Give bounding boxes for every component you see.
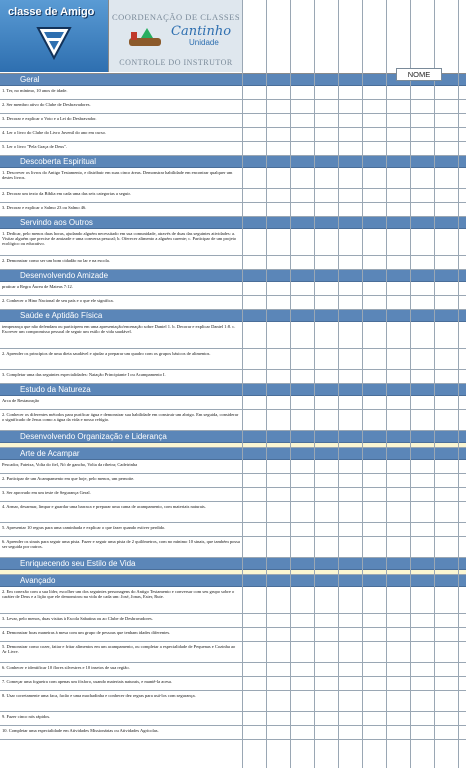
requirement-row — [0, 86, 466, 100]
requirement-text: 10. Completar uma especialidade em Atividades Missionárias ou Atividades Agrícolas. — [2, 728, 159, 733]
section-header — [0, 217, 466, 229]
grid-column-line — [290, 0, 291, 768]
logo-text: classe de Amigo — [8, 6, 95, 18]
requirement-row — [0, 256, 466, 270]
requirement-text: 5. Ler o livro "Pela Graça de Deus". — [2, 144, 68, 149]
class-logo — [0, 0, 108, 72]
requirement-text: 6. Conhecer e identificar 10 flores silvestres e 10 insetos de sua região. — [2, 665, 130, 670]
requirement-row — [0, 677, 466, 691]
section-header — [0, 310, 466, 322]
requirement-row — [0, 114, 466, 128]
name-column-label: NOME — [396, 68, 442, 81]
sheet-header — [0, 0, 466, 74]
cantinho-logo-icon — [125, 26, 165, 52]
section-header — [0, 156, 466, 168]
section-title: Saúde e Aptidão Física — [20, 311, 103, 320]
requirement-text: 4. Armar, desarmar, limpar e guardar uma barraca e preparar uma cama de acampamento, com materiais naturais. — [2, 504, 206, 509]
section-title: Geral — [20, 75, 40, 84]
section-header — [0, 558, 466, 570]
grid-column-line — [362, 0, 363, 768]
requirement-text: 9. Fazer cinco nós rápidos. — [2, 714, 51, 719]
section-header — [0, 270, 466, 282]
requirement-text: 2. Em conexão com a sua líder, escolher um dos seguintes personagens do Antigo Testamento e conversar com seu grupo sobre o caráter de Deus e a lição que ele demonstrou na vida de cada um: José, Jonas, Ester, Rute. — [2, 589, 235, 599]
requirement-row — [0, 502, 466, 523]
requirement-row — [0, 349, 466, 370]
requirement-text: 2. Aprender os princípios de uma dieta saudável e ajudar a preparar um quadro com os grupos básicos de alimentos. — [2, 351, 211, 356]
requirement-text: 3. Completar uma das seguintes especialidades: Natação Principiante I ou Acampamento I. — [2, 372, 166, 377]
pathfinder-emblem-icon — [34, 24, 74, 60]
requirement-row — [0, 628, 466, 642]
requirement-row — [0, 691, 466, 712]
section-title: Servindo aos Outros — [20, 218, 93, 227]
requirement-text: 2. Conhecer o Hino Nacional de seu país e o que ele significa. — [2, 298, 114, 303]
requirement-row — [0, 168, 466, 189]
brand-name: Cantinho — [171, 24, 232, 39]
requirement-text: 3. Ser aprovado em um teste de Segurança Geral. — [2, 490, 91, 495]
requirement-row — [0, 142, 466, 156]
requirement-row — [0, 712, 466, 726]
section-header — [0, 448, 466, 460]
requirement-text: 2. Decorar um texto da Bíblia em cada uma das seis categorias a seguir. — [2, 191, 131, 196]
requirement-text: 6. Aprender os sinais para seguir uma pista. Fazer e seguir uma pista de 2 quilômetros, com no mínimo 10 sinais, que também possa ser seguida por outros. — [2, 539, 240, 549]
requirement-text: Pescador, Fateixa, Volta do fiel, Nó de gancho, Volta da ribeira; Cadeirinha — [2, 462, 138, 467]
coordination-banner — [108, 0, 243, 72]
requirement-text: 3. Levar, pelo menos, duas visitas à Escola Sabatina ou ao Clube de Desbravadores. — [2, 616, 153, 621]
requirement-row — [0, 460, 466, 474]
requirement-row — [0, 726, 466, 740]
requirement-text: 5. Demonstrar como cozer, fatiar e fritar alimentos em um acampamento, ou completar a especialidade de Pequenas e Cozinha ao Ar Livre. — [2, 644, 236, 654]
requirement-row — [0, 203, 466, 217]
requirement-text: 7. Começar uma fogueira com apenas um fósforo, usando materiais naturais, e mantê-la acesa. — [2, 679, 173, 684]
coordination-title: COORDENAÇÃO DE CLASSES — [111, 12, 241, 22]
requirement-row — [0, 523, 466, 537]
section-header — [0, 431, 466, 443]
requirement-text: 2. Participar de um Acampamento em que hoje, pelo menos, um pernoite. — [2, 476, 135, 481]
requirement-text: 4. Demonstrar boas maneiras à mesa com um grupo de pessoas que tenham idades diferentes. — [2, 630, 171, 635]
grid-column-line — [434, 0, 435, 768]
section-title: Avançado — [20, 576, 56, 585]
section-title: Arte de Acampar — [20, 449, 80, 458]
requirement-text: 2. Demonstrar como ser um bom cidadão no lar e na escola. — [2, 258, 110, 263]
requirement-text: 3. Decorar e explicar o Salmo 23 ou Salmo 46. — [2, 205, 87, 210]
requirement-row — [0, 396, 466, 410]
grid-column-line — [458, 0, 459, 768]
section-title: Enriquecendo seu Estilo de Vida — [20, 559, 136, 568]
requirement-row — [0, 410, 466, 431]
requirement-text: 4. Ler o livro do Clube do Livro Juvenil do ano em curso. — [2, 130, 106, 135]
requirement-text: 1. Descrever os livros do Antigo Testamento, e distribuir em suas cinco áreas. Demonstrar habilidade em encontrar qualquer um destes livros. — [2, 170, 233, 180]
section-title: Desenvolvendo Organização e Liderança — [20, 432, 167, 441]
section-header — [0, 575, 466, 587]
requirement-row — [0, 537, 466, 558]
requirement-row — [0, 229, 466, 256]
requirement-text: 1. Ter, no mínimo, 10 anos de idade. — [2, 88, 68, 93]
requirement-row — [0, 189, 466, 203]
requirement-text: 5. Apresentar 10 regras para uma caminhada e explicar o que fazer quando estiver perdido. — [2, 525, 166, 530]
requirement-row — [0, 128, 466, 142]
requirement-row — [0, 296, 466, 310]
coordination-footer: CONTROLE DO INSTRUTOR — [119, 58, 233, 67]
requirement-text: 8. Usar corretamente uma faca, facão e uma machadinha e conhecer dez regras para usá-los com segurança. — [2, 693, 196, 698]
requirement-row — [0, 488, 466, 502]
requirement-row — [0, 642, 466, 663]
grid-column-line — [266, 0, 267, 768]
grid-column-line — [314, 0, 315, 768]
requirement-text: praticar a Regra Áurea de Mateus 7:12. — [2, 284, 73, 289]
requirement-row — [0, 614, 466, 628]
requirement-row — [0, 370, 466, 384]
requirement-text: temperança que não defendam ou participem em uma apresentação/encenação sobre Daniel 1. b. Decorar e explicar Daniel 1:8. c. Escrever um compromisso pessoal de seguir um estilo de vida saudável. — [2, 324, 236, 334]
requirement-text: Arca de Restauração — [2, 398, 40, 403]
section-title: Desenvolvendo Amizade — [20, 271, 109, 280]
section-title: Estudo da Natureza — [20, 385, 91, 394]
section-header — [0, 384, 466, 396]
brand-sub: Unidade — [189, 38, 219, 47]
requirement-text: 3. Decorar e explicar o Voto e a Lei do Desbravador. — [2, 116, 97, 121]
requirement-row — [0, 587, 466, 614]
section-title: Descoberta Espiritual — [20, 157, 97, 166]
requirement-text: 1. Dedicar, pelo menos duas horas, ajudando alguém necessitado em sua comunidade, através de duas das seguintes atividades: a. Visitar alguém que precise de amizade e uma conversa pessoal; b. Oferecer alimento a alguém carente; c. Participar de um projeto ecológico ou educativo. — [2, 231, 237, 246]
requirement-text: 2. Conhecer os diferentes métodos para purificar água e demonstrar sua habilidade em construir um abrigo. Em seguida, considerar o significado de Jesus como a água da vida e nosso refúgio. — [2, 412, 239, 422]
requirement-row — [0, 322, 466, 349]
requirement-row — [0, 663, 466, 677]
requirement-text: 2. Ser membro ativo do Clube de Desbravadores. — [2, 102, 91, 107]
requirement-row — [0, 282, 466, 296]
grid-column-line — [386, 0, 387, 768]
grid-column-line — [338, 0, 339, 768]
grid-column-line — [410, 0, 411, 768]
requirements-table — [0, 74, 466, 740]
requirement-row — [0, 474, 466, 488]
requirement-row — [0, 100, 466, 114]
grid-column-line — [242, 0, 243, 768]
